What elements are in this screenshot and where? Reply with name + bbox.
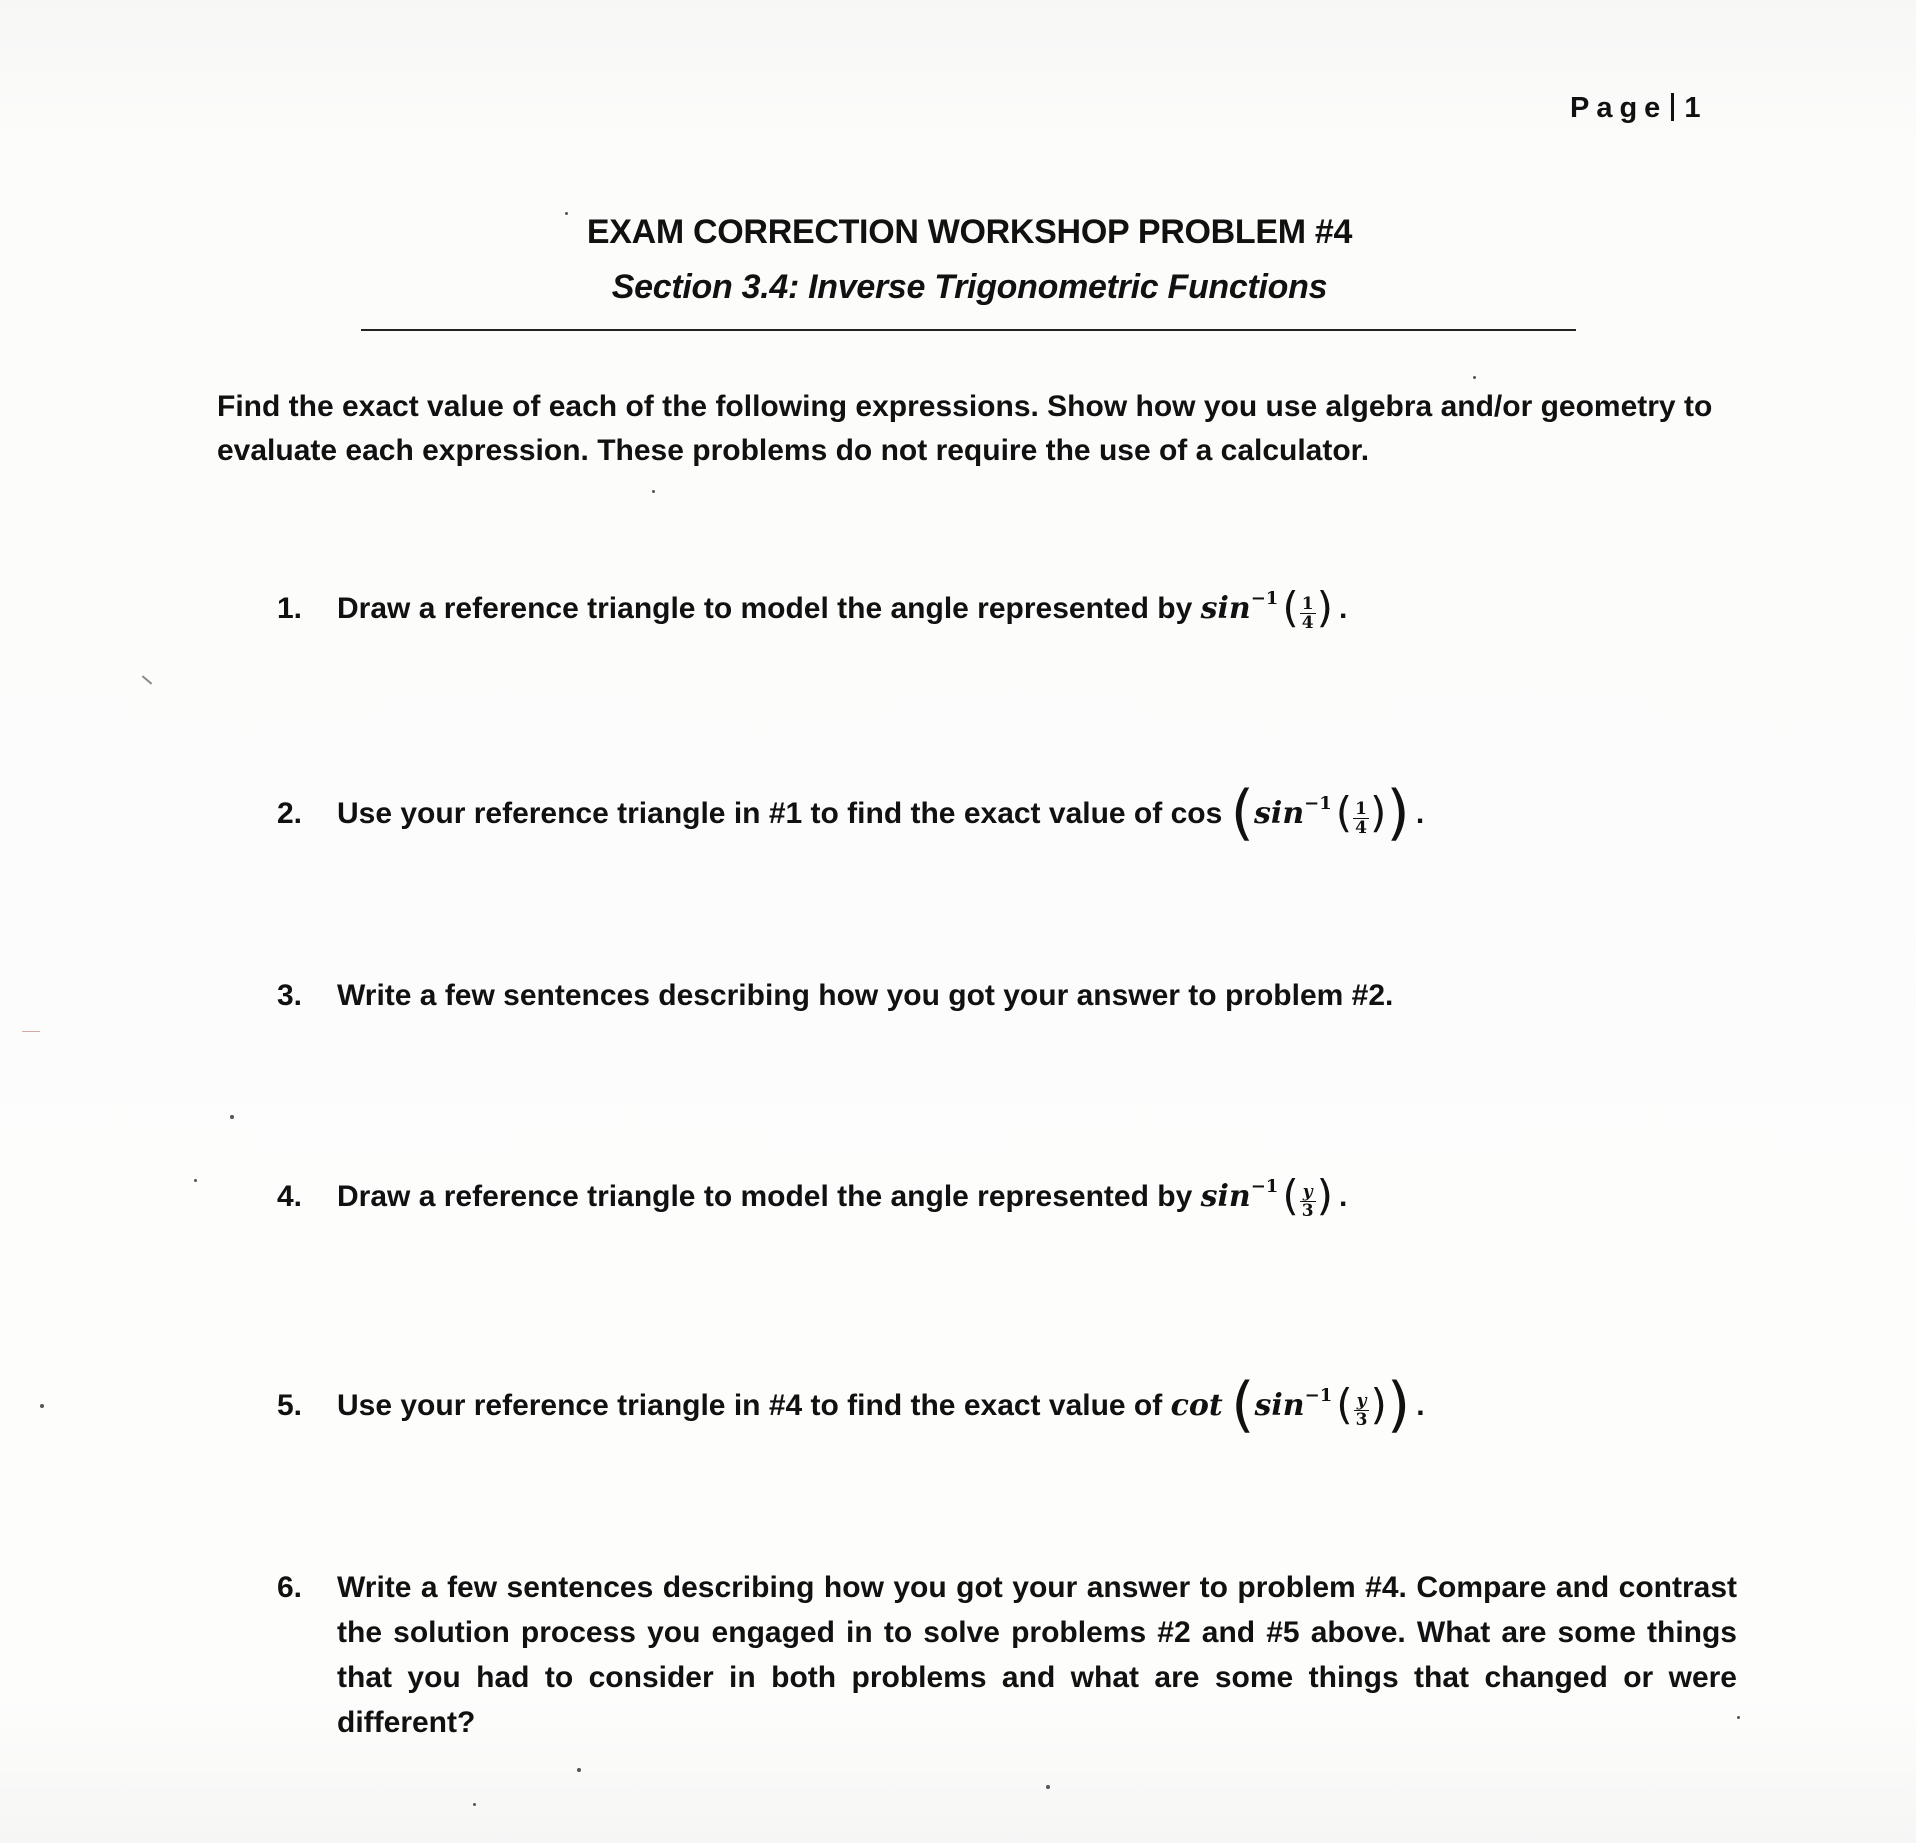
fraction bbox=[1300, 1183, 1316, 1220]
fraction-numerator: 1 bbox=[1355, 799, 1367, 819]
fraction bbox=[1354, 1392, 1370, 1429]
problem-text: Write a few sentences describing how you got your answer to problem #4. Compare and contrast the solution process you engaged in to solve problems #2 and #5 above. What are some things that you had to consider in both problems and what are some things that changed or were different? bbox=[337, 1571, 1737, 1739]
period: . bbox=[1338, 1180, 1348, 1213]
cot-function: cot bbox=[1170, 1388, 1223, 1423]
scan-mark bbox=[22, 1031, 40, 1032]
fraction-numerator: y bbox=[1354, 1392, 1370, 1411]
open-paren: ( bbox=[1336, 1380, 1353, 1429]
close-paren: ) bbox=[1370, 1380, 1387, 1429]
problem-number: 6. bbox=[277, 1571, 303, 1604]
problem-1 bbox=[277, 576, 1737, 632]
scan-speck bbox=[565, 212, 568, 215]
sin-function: sin bbox=[1254, 796, 1305, 831]
problem-number: 2. bbox=[277, 797, 303, 830]
scan-speck bbox=[1737, 1716, 1740, 1719]
problem-number: 4. bbox=[277, 1180, 303, 1213]
outer-close-paren: ) bbox=[1386, 778, 1410, 848]
problem-3 bbox=[277, 973, 1737, 1018]
scan-speck bbox=[652, 490, 655, 493]
fraction bbox=[1353, 800, 1369, 837]
problem-4 bbox=[277, 1164, 1737, 1220]
problem-2 bbox=[277, 778, 1737, 848]
close-paren: ) bbox=[1316, 1171, 1333, 1220]
scan-speck bbox=[1046, 1785, 1050, 1789]
open-paren: ( bbox=[1282, 1171, 1299, 1220]
inverse-exponent: −1 bbox=[1250, 588, 1279, 609]
close-paren: ) bbox=[1316, 583, 1333, 632]
open-paren: ( bbox=[1335, 788, 1353, 837]
worksheet-title: EXAM CORRECTION WORKSHOP PROBLEM #4 bbox=[586, 213, 1353, 251]
instructions: Find the exact value of each of the following expressions. Show how you use algebra and/or geometry to evaluate each expression. These problems do not require the use of a calculator. bbox=[217, 390, 1713, 467]
fraction-numerator: 1 bbox=[1301, 594, 1314, 614]
sin-function: sin bbox=[1200, 1179, 1251, 1214]
fraction bbox=[1300, 595, 1316, 632]
scan-speck bbox=[1473, 376, 1476, 379]
inverse-exponent: −1 bbox=[1304, 1385, 1333, 1406]
page-label: Page bbox=[1570, 92, 1668, 124]
problem-text: Draw a reference triangle to model the angle represented by bbox=[337, 1180, 1201, 1213]
fraction-numerator: y bbox=[1300, 1183, 1316, 1202]
sin-function: sin bbox=[1254, 1388, 1305, 1423]
inverse-exponent: −1 bbox=[1250, 1176, 1279, 1197]
worksheet-subtitle: Section 3.4: Inverse Trigonometric Functions bbox=[611, 268, 1328, 306]
problem-text: Write a few sentences describing how you got your answer to problem #2. bbox=[337, 979, 1394, 1012]
fraction-denominator: 4 bbox=[1301, 613, 1314, 633]
problem-number: 3. bbox=[277, 979, 303, 1012]
inverse-exponent: −1 bbox=[1304, 793, 1332, 814]
fraction-denominator: 3 bbox=[1301, 1201, 1314, 1221]
fraction-denominator: 3 bbox=[1355, 1410, 1368, 1430]
close-paren: ) bbox=[1370, 788, 1387, 837]
page-number-divider bbox=[1671, 93, 1674, 121]
problem-5 bbox=[277, 1370, 1737, 1440]
page-number-value: 1 bbox=[1684, 92, 1708, 124]
problem-number: 1. bbox=[277, 592, 303, 625]
fraction-denominator: 4 bbox=[1355, 818, 1367, 838]
period: . bbox=[1415, 797, 1425, 830]
period: . bbox=[1416, 1389, 1425, 1422]
outer-open-paren: ( bbox=[1231, 1370, 1255, 1440]
scan-speck bbox=[473, 1803, 476, 1806]
outer-open-paren: ( bbox=[1230, 778, 1255, 848]
outer-close-paren: ) bbox=[1386, 1370, 1411, 1440]
problem-text: Use your reference triangle in #1 to find the exact value of cos bbox=[337, 797, 1231, 830]
scan-speck bbox=[194, 1179, 197, 1182]
scan-speck bbox=[577, 1768, 581, 1772]
scan-speck bbox=[230, 1115, 234, 1119]
sin-function: sin bbox=[1200, 591, 1251, 626]
page-number bbox=[1570, 92, 1707, 125]
scan-mark bbox=[142, 675, 152, 684]
scan-speck bbox=[40, 1404, 44, 1408]
period: . bbox=[1338, 592, 1348, 625]
problem-text: Draw a reference triangle to model the angle represented by bbox=[337, 592, 1201, 625]
problem-text: Use your reference triangle in #4 to find the exact value of bbox=[337, 1389, 1171, 1422]
problem-number: 5. bbox=[277, 1389, 303, 1422]
problem-6 bbox=[277, 1565, 1737, 1745]
open-paren: ( bbox=[1282, 583, 1299, 632]
title-divider bbox=[361, 329, 1576, 331]
